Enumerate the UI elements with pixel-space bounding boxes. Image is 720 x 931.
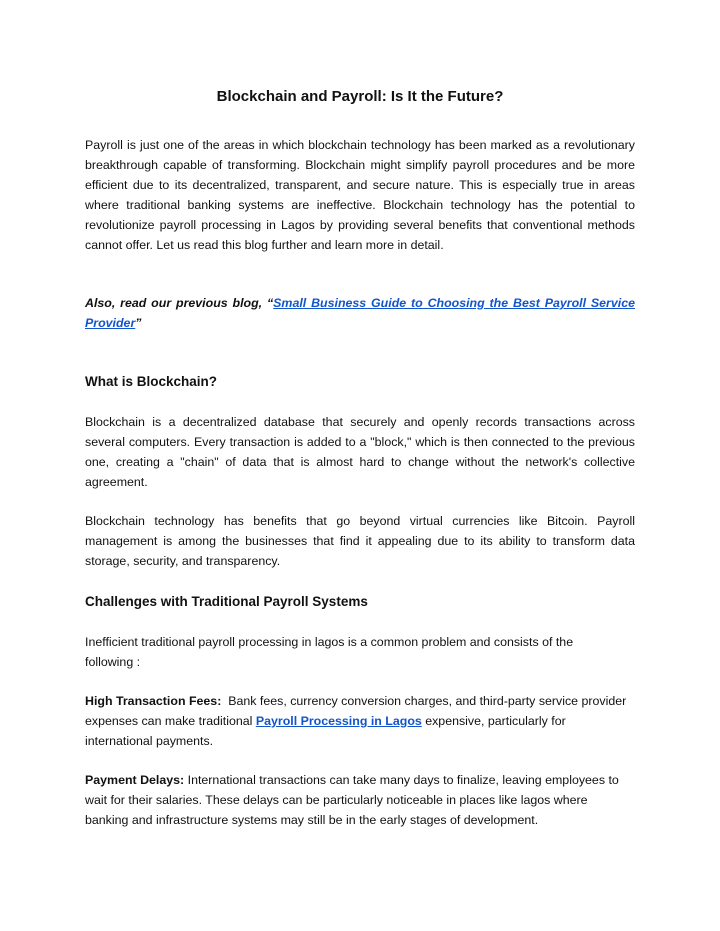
high-transaction-fees-line-2-post: expensive, particularly for [421,714,566,728]
high-transaction-fees-line-1: Bank fees, currency conversion charges, and third-party service provider [221,694,627,708]
section-heading-challenges: Challenges with Traditional Payroll Systems [85,594,368,609]
previous-blog-suffix: ” [135,316,142,330]
high-transaction-fees-line-2-pre: expenses can make traditional [85,714,256,728]
challenges-intro-line-2: following : [85,655,141,669]
previous-blog-note [85,293,635,333]
previous-blog-link[interactable]: Small Business Guide to Choosing the Best Payroll Service Provider [85,296,635,330]
what-is-blockchain-paragraph-1: Blockchain is a decentralized database that securely and openly records transactions across several computers. Every transaction is added to a "block," which is then connected to the previous one, creating a "chain" of data that is almost hard to change without the network's collective agreement. [85,415,635,489]
challenges-intro-line-1: Inefficient traditional payroll processing in lagos is a common problem and consists of the [85,635,574,649]
payment-delays-label: Payment Delays: [85,773,185,787]
high-transaction-fees-line-3: international payments. [85,734,214,748]
payment-delays-paragraph [85,770,635,830]
high-transaction-fees-label: High Transaction Fees: [85,694,222,708]
payroll-processing-lagos-link[interactable]: Payroll Processing in Lagos [255,714,422,728]
intro-paragraph: Payroll is just one of the areas in which blockchain technology has been marked as a revolutionary breakthrough capable of transforming. Blockchain might simplify payroll procedures and be more efficient due to its decentralized, transparent, and secure nature. This is especially true in areas where traditional banking systems are ineffective. Blockchain technology has the potential to revolutionize payroll processing in Lagos by providing several benefits that conventional methods cannot offer. Let us read this blog further and learn more in detail. [85,138,635,252]
previous-blog-prefix: Also, read our previous blog, “ [85,296,274,310]
challenges-intro-paragraph [85,632,635,672]
high-transaction-fees-paragraph [85,691,635,751]
section-heading-what-is-blockchain: What is Blockchain? [85,374,218,389]
payment-delays-line-2: wait for their salaries. These delays can be particularly noticeable in places like lagos where [85,793,588,807]
what-is-blockchain-paragraph-2: Blockchain technology has benefits that go beyond virtual currencies like Bitcoin. Payroll management is among the businesses that find it appealing due to its ability to transform data storage, security, and transparency. [85,514,635,568]
payment-delays-line-1: International transactions can take many days to finalize, leaving employees to [184,773,619,787]
document-title: Blockchain and Payroll: Is It the Future? [216,88,504,105]
payment-delays-line-3: banking and infrastructure systems may still be in the early stages of development. [85,813,539,827]
